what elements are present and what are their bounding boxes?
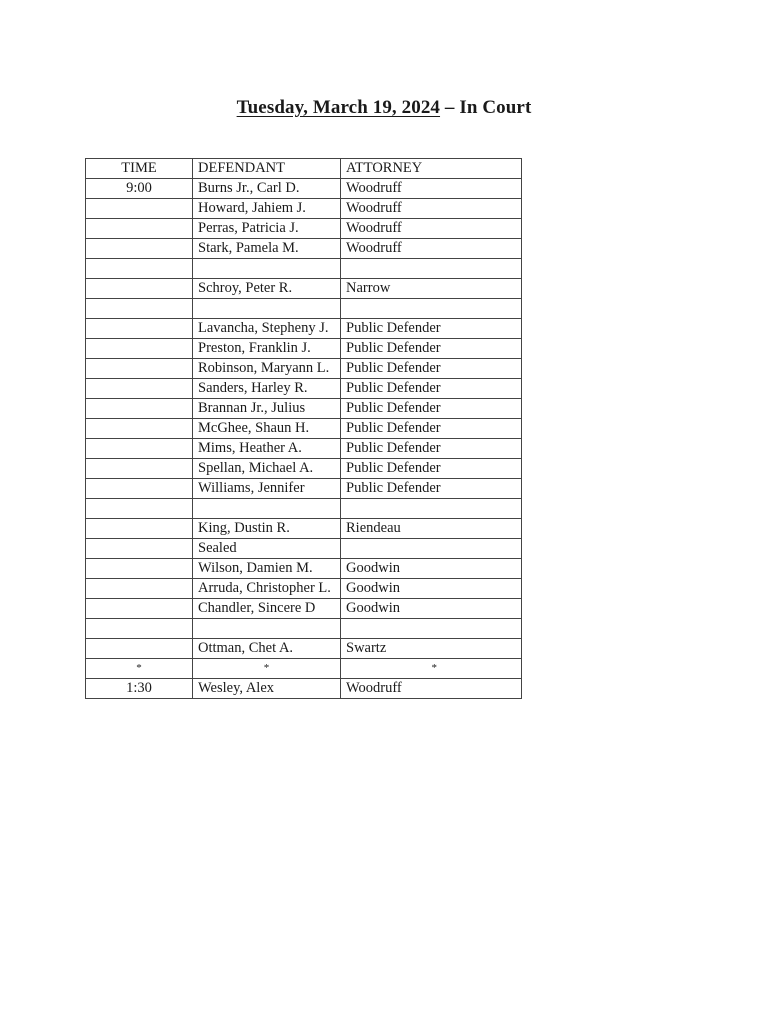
cell-attorney: Goodwin [341,599,522,619]
cell-time [86,239,193,259]
page-title [0,97,768,119]
cell-attorney [341,299,522,319]
cell-defendant: Wesley, Alex [193,679,341,699]
column-header-time: TIME [86,159,193,179]
table-row [86,499,522,519]
cell-attorney: Public Defender [341,439,522,459]
table-row [86,539,522,559]
cell-attorney: Public Defender [341,339,522,359]
cell-time [86,419,193,439]
cell-attorney: Narrow [341,279,522,299]
cell-time: 9:00 [86,179,193,199]
table-row [86,359,522,379]
table-header-row [86,159,522,179]
cell-time [86,319,193,339]
cell-defendant: Sealed [193,539,341,559]
table-row [86,379,522,399]
cell-defendant: Ottman, Chet A. [193,639,341,659]
cell-time [86,459,193,479]
table-row [86,639,522,659]
cell-time [86,639,193,659]
cell-attorney: Public Defender [341,479,522,499]
cell-time [86,539,193,559]
cell-defendant: Perras, Patricia J. [193,219,341,239]
cell-time [86,199,193,219]
page-title-date: Tuesday, March 19, 2024 [236,97,441,118]
cell-attorney: Woodruff [341,679,522,699]
table-row [86,439,522,459]
cell-attorney: Public Defender [341,359,522,379]
cell-time: 1:30 [86,679,193,699]
cell-attorney: Woodruff [341,219,522,239]
table-row [86,459,522,479]
cell-time [86,599,193,619]
cell-defendant [193,259,341,279]
court-docket-table [85,158,522,699]
table-row [86,179,522,199]
cell-time [86,619,193,639]
table-row [86,479,522,499]
cell-time [86,439,193,459]
cell-defendant: Arruda, Christopher L. [193,579,341,599]
cell-defendant [193,299,341,319]
table-row [86,319,522,339]
cell-attorney [341,499,522,519]
table-row [86,599,522,619]
table-row [86,399,522,419]
cell-time [86,499,193,519]
cell-attorney: Public Defender [341,319,522,339]
cell-attorney [341,259,522,279]
cell-defendant: King, Dustin R. [193,519,341,539]
table-row [86,259,522,279]
cell-defendant: Schroy, Peter R. [193,279,341,299]
cell-attorney [341,619,522,639]
cell-time [86,379,193,399]
cell-time [86,259,193,279]
cell-defendant: * [193,659,341,679]
cell-attorney: Riendeau [341,519,522,539]
cell-time [86,219,193,239]
cell-attorney: Woodruff [341,199,522,219]
cell-time [86,559,193,579]
table-row [86,199,522,219]
cell-time [86,399,193,419]
table-row [86,339,522,359]
table-row [86,659,522,679]
cell-defendant: Robinson, Maryann L. [193,359,341,379]
cell-attorney: Goodwin [341,559,522,579]
table-row [86,559,522,579]
cell-attorney: Public Defender [341,379,522,399]
cell-defendant: Chandler, Sincere D [193,599,341,619]
cell-time [86,359,193,379]
cell-attorney: * [341,659,522,679]
cell-time [86,339,193,359]
cell-defendant [193,619,341,639]
table-row [86,279,522,299]
table-row [86,519,522,539]
table-row [86,299,522,319]
cell-defendant: Sanders, Harley R. [193,379,341,399]
cell-attorney: Public Defender [341,419,522,439]
cell-attorney: Public Defender [341,459,522,479]
cell-defendant: Burns Jr., Carl D. [193,179,341,199]
cell-attorney: Woodruff [341,239,522,259]
cell-time [86,579,193,599]
table-row [86,619,522,639]
cell-attorney: Public Defender [341,399,522,419]
cell-defendant: McGhee, Shaun H. [193,419,341,439]
cell-defendant: Mims, Heather A. [193,439,341,459]
cell-defendant: Stark, Pamela M. [193,239,341,259]
table-row [86,239,522,259]
cell-time: * [86,659,193,679]
cell-defendant [193,499,341,519]
table-row [86,679,522,699]
cell-attorney [341,539,522,559]
cell-attorney: Goodwin [341,579,522,599]
cell-defendant: Brannan Jr., Julius [193,399,341,419]
table-row [86,219,522,239]
cell-defendant: Lavancha, Stepheny J. [193,319,341,339]
page-title-suffix: – In Court [440,97,532,118]
cell-time [86,279,193,299]
cell-defendant: Preston, Franklin J. [193,339,341,359]
cell-time [86,479,193,499]
cell-time [86,299,193,319]
cell-defendant: Wilson, Damien M. [193,559,341,579]
table-row [86,419,522,439]
table-row [86,579,522,599]
cell-defendant: Howard, Jahiem J. [193,199,341,219]
column-header-attorney: ATTORNEY [341,159,522,179]
cell-attorney: Swartz [341,639,522,659]
cell-defendant: Williams, Jennifer [193,479,341,499]
cell-time [86,519,193,539]
cell-defendant: Spellan, Michael A. [193,459,341,479]
cell-attorney: Woodruff [341,179,522,199]
column-header-defendant: DEFENDANT [193,159,341,179]
table-body [86,179,522,699]
